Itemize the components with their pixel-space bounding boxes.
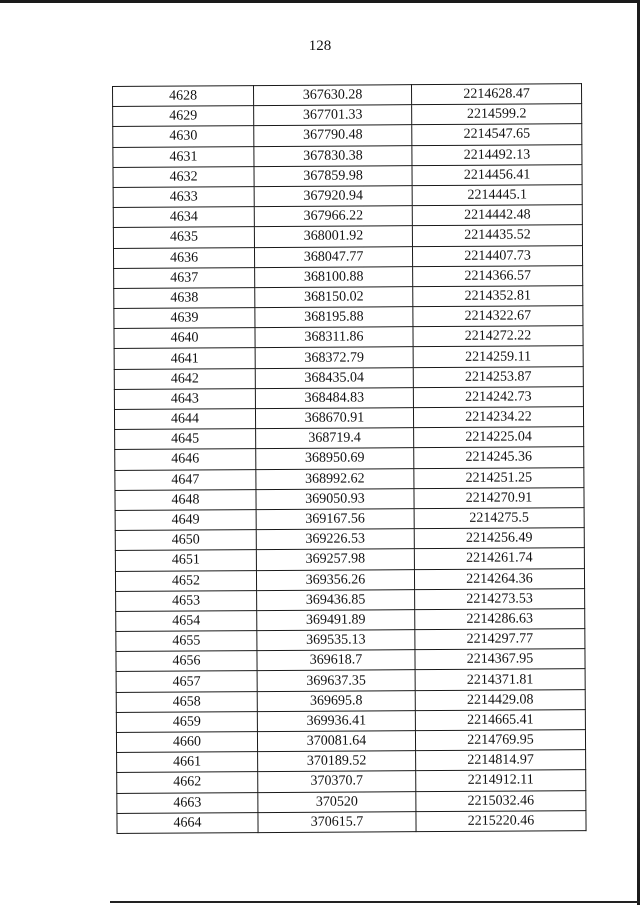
table-row — [115, 427, 584, 450]
x-coordinate-cell: 368435.04 — [255, 367, 413, 388]
x-coordinate-cell: 369695.8 — [257, 690, 415, 711]
table-row — [114, 346, 583, 369]
x-coordinate-cell: 370615.7 — [258, 811, 416, 832]
table-row — [114, 366, 583, 389]
y-coordinate-cell: 2214286.63 — [415, 608, 585, 629]
y-coordinate-cell: 2214367.95 — [415, 649, 585, 670]
x-coordinate-cell: 369618.7 — [257, 650, 415, 671]
point-number-cell: 4639 — [114, 308, 255, 329]
x-coordinate-cell: 370370.7 — [258, 771, 416, 792]
point-number-cell: 4664 — [117, 812, 258, 833]
x-coordinate-cell: 368311.86 — [255, 327, 413, 348]
table-row — [115, 487, 584, 510]
point-number-cell: 4663 — [117, 792, 258, 813]
point-number-cell: 4636 — [113, 247, 254, 268]
table-row — [113, 84, 582, 107]
point-number-cell: 4637 — [114, 267, 255, 288]
coordinates-table-body — [113, 84, 587, 834]
point-number-cell: 4653 — [116, 590, 257, 611]
point-number-cell: 4646 — [115, 449, 256, 470]
y-coordinate-cell: 2214445.1 — [412, 185, 582, 206]
x-coordinate-cell: 368992.62 — [256, 468, 414, 489]
table-row — [116, 629, 585, 652]
table-row — [117, 810, 586, 833]
table-row — [116, 689, 585, 712]
y-coordinate-cell: 2214665.41 — [415, 709, 585, 730]
table-row — [113, 185, 582, 208]
y-coordinate-cell: 2214322.67 — [413, 306, 583, 327]
y-coordinate-cell: 2214352.81 — [413, 286, 583, 307]
point-number-cell: 4661 — [117, 752, 258, 773]
x-coordinate-cell: 368950.69 — [256, 448, 414, 469]
table-row — [114, 326, 583, 349]
x-coordinate-cell: 369535.13 — [257, 630, 415, 651]
x-coordinate-cell: 369226.53 — [256, 529, 414, 550]
y-coordinate-cell: 2214253.87 — [413, 366, 583, 387]
point-number-cell: 4638 — [114, 288, 255, 309]
y-coordinate-cell: 2214273.53 — [415, 588, 585, 609]
point-number-cell: 4643 — [114, 388, 255, 409]
point-number-cell: 4648 — [115, 489, 256, 510]
point-number-cell: 4654 — [116, 611, 257, 632]
table-row — [113, 104, 582, 127]
point-number-cell: 4656 — [116, 651, 257, 672]
y-coordinate-cell: 2214275.5 — [414, 508, 584, 529]
y-coordinate-cell: 2215220.46 — [416, 810, 586, 831]
y-coordinate-cell: 2214251.25 — [414, 467, 584, 488]
x-coordinate-cell: 369637.35 — [257, 670, 415, 691]
table-row — [115, 528, 584, 551]
x-coordinate-cell: 367859.98 — [254, 165, 412, 186]
x-coordinate-cell: 368484.83 — [255, 387, 413, 408]
y-coordinate-cell: 2215032.46 — [416, 790, 586, 811]
point-number-cell: 4628 — [113, 86, 254, 107]
x-coordinate-cell: 369050.93 — [256, 488, 414, 509]
y-coordinate-cell: 2214297.77 — [415, 629, 585, 650]
point-number-cell: 4629 — [113, 106, 254, 127]
table-row — [115, 467, 584, 490]
point-number-cell: 4659 — [116, 711, 257, 732]
point-number-cell: 4635 — [113, 227, 254, 248]
table-row — [114, 306, 583, 329]
point-number-cell: 4641 — [114, 348, 255, 369]
table-row — [114, 407, 583, 430]
table-row — [113, 245, 582, 268]
point-number-cell: 4633 — [113, 187, 254, 208]
x-coordinate-cell: 369167.56 — [256, 509, 414, 530]
y-coordinate-cell: 2214599.2 — [412, 104, 582, 125]
table-row — [113, 164, 582, 187]
x-coordinate-cell: 369491.89 — [257, 610, 415, 631]
y-coordinate-cell: 2214547.65 — [412, 124, 582, 145]
y-coordinate-cell: 2214264.36 — [414, 568, 584, 589]
y-coordinate-cell: 2214429.08 — [415, 689, 585, 710]
x-coordinate-cell: 367920.94 — [254, 186, 412, 207]
y-coordinate-cell: 2214261.74 — [414, 548, 584, 569]
table-row — [116, 730, 585, 753]
y-coordinate-cell: 2214259.11 — [413, 346, 583, 367]
table-row — [114, 386, 583, 409]
point-number-cell: 4657 — [116, 671, 257, 692]
x-coordinate-cell: 367790.48 — [254, 125, 412, 146]
x-coordinate-cell: 369436.85 — [257, 589, 415, 610]
x-coordinate-cell: 367701.33 — [254, 105, 412, 126]
y-coordinate-cell: 2214371.81 — [415, 669, 585, 690]
point-number-cell: 4644 — [114, 409, 255, 430]
point-number-cell: 4647 — [115, 469, 256, 490]
x-coordinate-cell: 368100.88 — [255, 266, 413, 287]
x-coordinate-cell: 368001.92 — [254, 226, 412, 247]
table-row — [116, 608, 585, 631]
table-row — [113, 144, 582, 167]
table-row — [116, 669, 585, 692]
point-number-cell: 4662 — [117, 772, 258, 793]
y-coordinate-cell: 2214242.73 — [413, 386, 583, 407]
y-coordinate-cell: 2214272.22 — [413, 326, 583, 347]
y-coordinate-cell: 2214492.13 — [412, 144, 582, 165]
point-number-cell: 4631 — [113, 146, 254, 167]
table-row — [116, 588, 585, 611]
table-row — [117, 770, 586, 793]
table-row — [115, 548, 584, 571]
y-coordinate-cell: 2214270.91 — [414, 487, 584, 508]
table-row — [114, 265, 583, 288]
y-coordinate-cell: 2214769.95 — [415, 730, 585, 751]
point-number-cell: 4652 — [115, 570, 256, 591]
scan-border-bottom — [110, 901, 640, 903]
x-coordinate-cell: 370081.64 — [257, 731, 415, 752]
x-coordinate-cell: 367830.38 — [254, 145, 412, 166]
x-coordinate-cell: 368719.4 — [256, 428, 414, 449]
page-number: 128 — [308, 38, 332, 54]
y-coordinate-cell: 2214407.73 — [412, 245, 582, 266]
table-row — [114, 286, 583, 309]
x-coordinate-cell: 367966.22 — [254, 206, 412, 227]
x-coordinate-cell: 370520 — [258, 791, 416, 812]
point-number-cell: 4645 — [115, 429, 256, 450]
x-coordinate-cell: 368372.79 — [255, 347, 413, 368]
y-coordinate-cell: 2214225.04 — [414, 427, 584, 448]
point-number-cell: 4660 — [116, 732, 257, 753]
y-coordinate-cell: 2214234.22 — [413, 407, 583, 428]
table-row — [115, 568, 584, 591]
point-number-cell: 4655 — [116, 631, 257, 652]
y-coordinate-cell: 2214256.49 — [414, 528, 584, 549]
table-row — [115, 508, 584, 531]
table-row — [116, 709, 585, 732]
y-coordinate-cell: 2214366.57 — [413, 265, 583, 286]
point-number-cell: 4649 — [115, 510, 256, 531]
point-number-cell: 4642 — [114, 368, 255, 389]
x-coordinate-cell: 370189.52 — [258, 751, 416, 772]
coordinates-table-container — [112, 83, 583, 834]
table-row — [117, 790, 586, 813]
table-row — [113, 225, 582, 248]
table-row — [113, 205, 582, 228]
point-number-cell: 4658 — [116, 691, 257, 712]
y-coordinate-cell: 2214435.52 — [412, 225, 582, 246]
table-row — [113, 124, 582, 147]
table-row — [116, 649, 585, 672]
table-row — [115, 447, 584, 470]
point-number-cell: 4630 — [113, 126, 254, 147]
x-coordinate-cell: 368150.02 — [255, 287, 413, 308]
x-coordinate-cell: 367630.28 — [254, 85, 412, 106]
x-coordinate-cell: 368670.91 — [255, 408, 413, 429]
y-coordinate-cell: 2214456.41 — [412, 164, 582, 185]
point-number-cell: 4650 — [115, 530, 256, 551]
y-coordinate-cell: 2214912.11 — [416, 770, 586, 791]
x-coordinate-cell: 368195.88 — [255, 307, 413, 328]
point-number-cell: 4634 — [113, 207, 254, 228]
table-row — [117, 750, 586, 773]
point-number-cell: 4640 — [114, 328, 255, 349]
x-coordinate-cell: 369356.26 — [256, 569, 414, 590]
point-number-cell: 4651 — [115, 550, 256, 571]
scan-border-top — [0, 0, 640, 3]
x-coordinate-cell: 369257.98 — [256, 549, 414, 570]
y-coordinate-cell: 2214245.36 — [414, 447, 584, 468]
x-coordinate-cell: 369936.41 — [257, 710, 415, 731]
coordinates-table — [112, 83, 587, 834]
y-coordinate-cell: 2214628.47 — [411, 84, 581, 105]
x-coordinate-cell: 368047.77 — [254, 246, 412, 267]
y-coordinate-cell: 2214814.97 — [416, 750, 586, 771]
point-number-cell: 4632 — [113, 166, 254, 187]
y-coordinate-cell: 2214442.48 — [412, 205, 582, 226]
